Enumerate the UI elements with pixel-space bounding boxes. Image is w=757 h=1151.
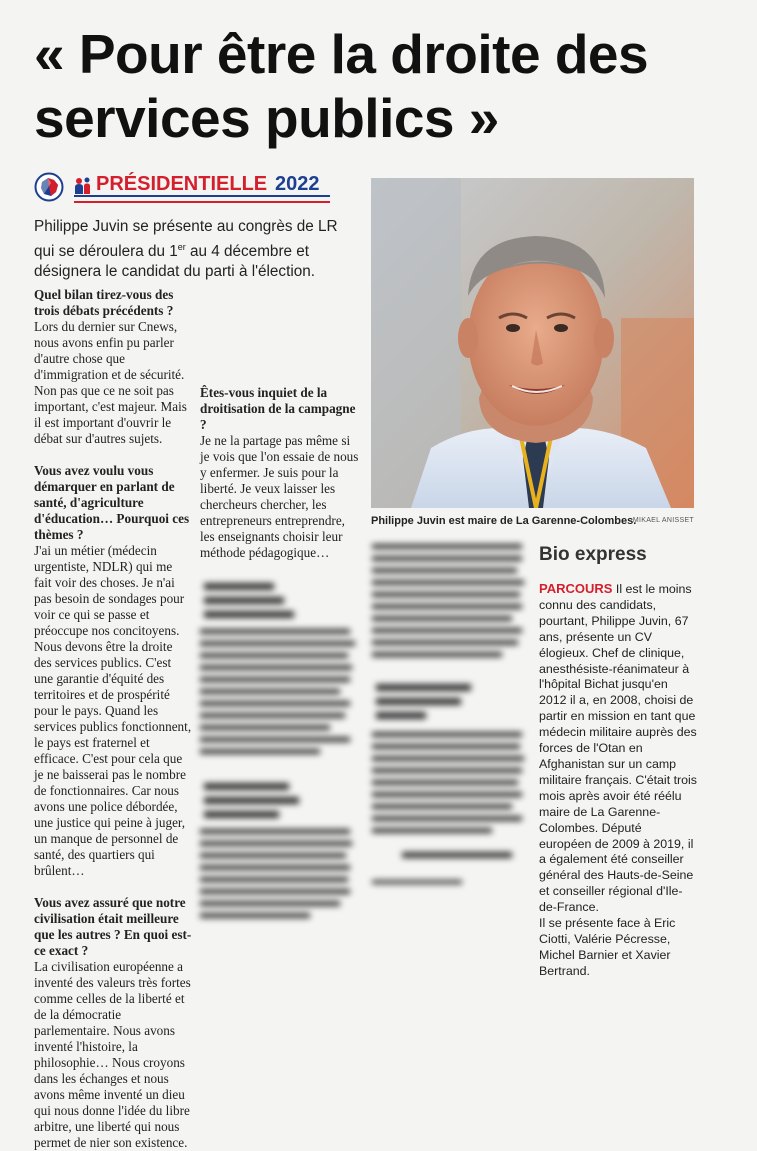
bio-body-2: Il se présente face à Eric Ciotti, Valérie Pécresse, Michel Barnier et Xavier Bertrand.	[539, 916, 676, 978]
lead-paragraph	[34, 217, 354, 282]
photo-caption: Philippe Juvin est maire de La Garenne-Colombes.	[371, 515, 637, 527]
lead-text-end: au 4 décembre et désignera le candidat du parti à l'élection.	[34, 243, 315, 281]
answer: La civilisation européenne a inventé des valeurs très fortes comme celles de la liberté et de la démocratie parlementaire. Nous avons inventé l'histoire, la philosophie… Nous croyons dans les échanges et nous avons même inventé un dieu qui nous donne l'idée du libre arbitre, une liberté qui nous permet de nier son existence.	[34, 959, 191, 1150]
question: Vous avez assuré que notre civilisation était meilleure que les autres ? En quoi est-ce exact ?	[34, 895, 192, 958]
banner-rule	[74, 195, 330, 203]
blurred-lines	[372, 540, 530, 900]
question: Quel bilan tirez-vous des trois débats précédents ?	[34, 287, 174, 318]
answer: Je ne la partage pas même si je vois que l'on essaie de nous y enfermer. Je suis pour la liberté. Je veux laisser les chercheurs chercher, les entrepreneurs entreprendre, les enseignants choisir leur méthode pédagogique…	[200, 433, 359, 560]
answer: J'ai un métier (médecin urgentiste, NDLR) qui me fait voir des choses. Je n'ai pas besoin de sondages pour voir ce qui se passe et préoccupe nos concitoyens. Nous devons être la droite des services publics. C'est une garantie d'équité des territoires et de prospérité pour le pays. Quand les services publics fonctionnent, le pays est fraternel et efficace. C'est pour cela que je ne baisserai pas le nombre de fonctionnaires. Car nous avons une police débordée, une justice qui peine à juger, un manque de personnel de santé, des quartiers qui brûlent…	[34, 543, 192, 878]
portrait-image	[371, 178, 694, 508]
answer: Lors du dernier sur Cnews, nous avons enfin pu parler d'autre chose que d'immigration et de sécurité. Non pas que ce ne soit pas important, c'est majeur. Mais il est important d'ouvrir le débat sur d'autres sujets.	[34, 319, 187, 446]
portrait-photo	[371, 178, 694, 508]
bio-body: Il est le moins connu des candidats, pourtant, Philippe Juvin, 67 ans, présente un CV élogieux. Chef de clinique, anesthésiste-réanimateur à l'hôpital Bichat jusqu'en 2012 il a, en 2008, choisi de partir en mission en tant que médecin militaire auprès des forces de l'Otan en Afghanistan sur un camp militaire français. C'était trois mois après avoir été réélu maire de La Garenne-Colombes. Député européen de 2009 à 2019, il a également été conseiller général des Hauts-de-Seine et conseiller régional d'Ile-de-France.	[539, 582, 697, 915]
banner-label: PRÉSIDENTIELLE	[96, 173, 268, 195]
question: Vous avez voulu vous démarquer en parlant de santé, d'agriculture d'éducation… Pourquoi ces thèmes ?	[34, 463, 190, 542]
obscured-text-block	[200, 579, 362, 923]
people-badge-icon	[72, 174, 94, 196]
article-column-1	[34, 287, 192, 1151]
photo-credit: MIKAEL ANISSET	[632, 517, 694, 524]
question: Êtes-vous inquiet de la droitisation de la campagne ?	[200, 385, 356, 432]
bio-label: PARCOURS	[539, 581, 613, 596]
france-map-icon	[34, 172, 66, 202]
lead-text-start: Philippe Juvin se présente au congrès de LR qui se déroulera du 1	[34, 218, 338, 261]
section-banner	[34, 172, 330, 202]
headline: « Pour être la droite des services publics »	[34, 23, 649, 149]
lead-superscript: er	[177, 242, 186, 252]
photo-caption-row	[371, 515, 694, 531]
article-column-2	[200, 287, 362, 923]
banner-year: 2022	[275, 173, 320, 195]
bio-title: Bio express	[539, 544, 647, 565]
article-column-3	[372, 540, 530, 904]
blurred-lines	[200, 579, 360, 919]
